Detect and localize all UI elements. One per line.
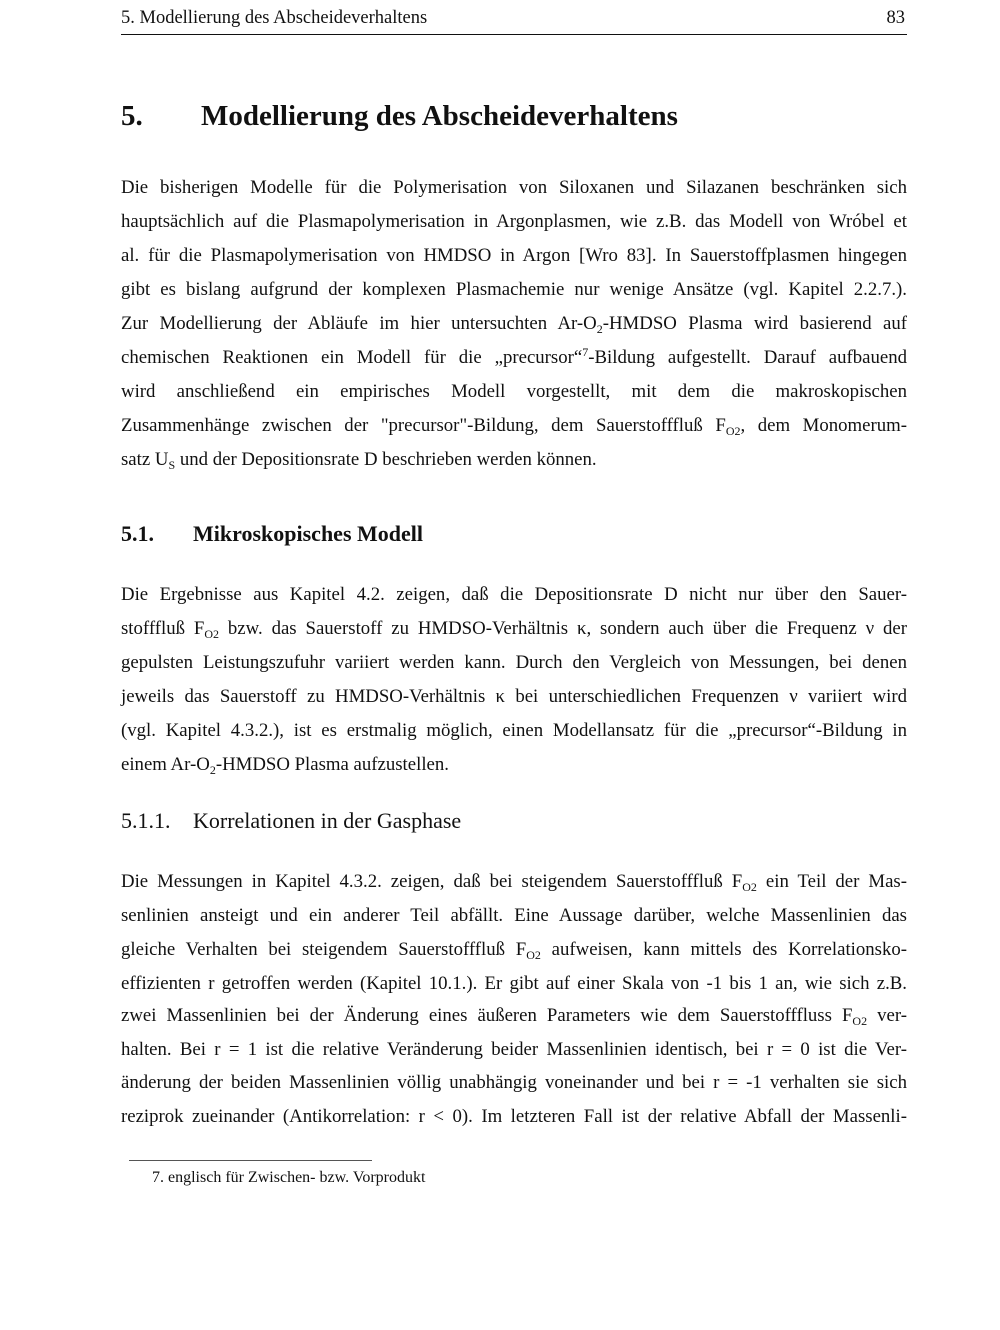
text-line: Die Messungen in Kapitel 4.3.2. zeigen, daß bei steigendem Sauerstofffluß $F_{O2}$ ein Teil der Mas- [121, 871, 907, 894]
text-line: reziprok zueinander (Antikorrelation: r < 0). Im letzteren Fall ist der relative Abfall der Massenli- [121, 1106, 907, 1127]
chapter-number: 5. [121, 100, 143, 132]
running-header-title: 5. Modellierung des Abscheideverhaltens [121, 8, 428, 28]
text-line: änderung der beiden Massenlinien völlig unabhängig voneinander und bei r = -1 verhalten sie sich [121, 1072, 907, 1093]
text-line: zwei Massenlinien bei der Änderung eines äußeren Parameters wie dem Sauerstofffluss $F_{O2}$ ver- [121, 1005, 907, 1028]
subsection-number: 5.1.1. [121, 808, 171, 833]
subsection-title: Korrelationen in der Gasphase [193, 808, 462, 833]
section-title: Mikroskopisches Modell [193, 521, 424, 546]
text-line: Die Ergebnisse aus Kapitel 4.2. zeigen, daß die Depositionsrate D nicht nur über den Sauer- [121, 584, 907, 605]
section-number: 5.1. [121, 521, 154, 546]
text-line: (vgl. Kapitel 4.3.2.), ist es erstmalig möglich, einen Modellansatz für die „precursor“-Bildung in [121, 720, 907, 741]
text-line: gleiche Verhalten bei steigendem Sauerstofffluß $F_{O2}$ aufweisen, kann mittels des Korrelationsko- [121, 939, 908, 962]
text-line: einem $Ar-O_2$-HMDSO Plasma aufzustellen. [121, 754, 449, 777]
text-line: wird anschließend ein empirisches Modell vorgestellt, mit dem die makroskopischen [121, 381, 907, 402]
text-line: stofffluß $F_{O2}$ bzw. das Sauerstoff zu HMDSO-Verhältnis κ, sondern auch über die Frequenz ν der [121, 618, 907, 641]
text-line: senlinien ansteigt und ein anderer Teil abfällt. Eine Aussage darüber, welche Massenlinien das [121, 905, 907, 926]
section-heading-5-1 [121, 521, 423, 547]
text-line: al. für die Plasmapolymerisation von HMDSO in Argon [Wro 83]. In Sauerstoffplasmen hingegen [121, 245, 907, 266]
text-line: gibt es bislang aufgrund der komplexen Plasmachemie nur wenige Ansätze (vgl. Kapitel 2.2.7.). [121, 279, 907, 300]
text-line: Zusammenhänge zwischen der "precursor"-Bildung, dem Sauerstofffluß $F_{O2}$, dem Monomerum- [121, 415, 907, 438]
text-line: satz $U_S$ und der Depositionsrate D beschrieben werden können. [121, 449, 597, 472]
footnote: 7. englisch für Zwischen- bzw. Vorprodukt [152, 1169, 426, 1186]
chapter-heading [121, 100, 678, 133]
text-line: hauptsächlich auf die Plasmapolymerisation in Argonplasmen, wie z.B. das Modell von Wróbel et [121, 211, 907, 232]
footnote-ref[interactable]: 7 [582, 345, 589, 359]
running-header [121, 6, 907, 35]
text-line: gepulsten Leistungszufuhr variiert werden kann. Durch den Vergleich von Messungen, bei denen [121, 652, 907, 673]
text-line: Die bisherigen Modelle für die Polymerisation von Siloxanen und Silazanen beschränken sich [121, 177, 907, 198]
chapter-title: Modellierung des Abscheideverhaltens [201, 100, 678, 132]
text-line: Zur Modellierung der Abläufe im hier untersuchten $Ar-O_2$-HMDSO Plasma wird basierend auf [121, 313, 908, 336]
text-line: jeweils das Sauerstoff zu HMDSO-Verhältnis κ bei unterschiedlichen Frequenzen ν variiert wird [121, 686, 907, 707]
page-number: 83 [886, 8, 905, 28]
text-line: chemischen Reaktionen ein Modell für die „precursor“$^7$-Bildung aufgestellt. Darauf aufbauend [121, 345, 907, 368]
subsection-heading-5-1-1 [121, 808, 461, 834]
text-line: halten. Bei r = 1 ist die relative Veränderung beider Massenlinien identisch, bei r = 0 ist die Ver- [121, 1039, 907, 1060]
footnote-divider [129, 1160, 372, 1161]
text-line: effizienten r getroffen werden (Kapitel 10.1.). Er gibt auf einer Skala von -1 bis 1 an, wie sich z.B. [121, 973, 907, 994]
